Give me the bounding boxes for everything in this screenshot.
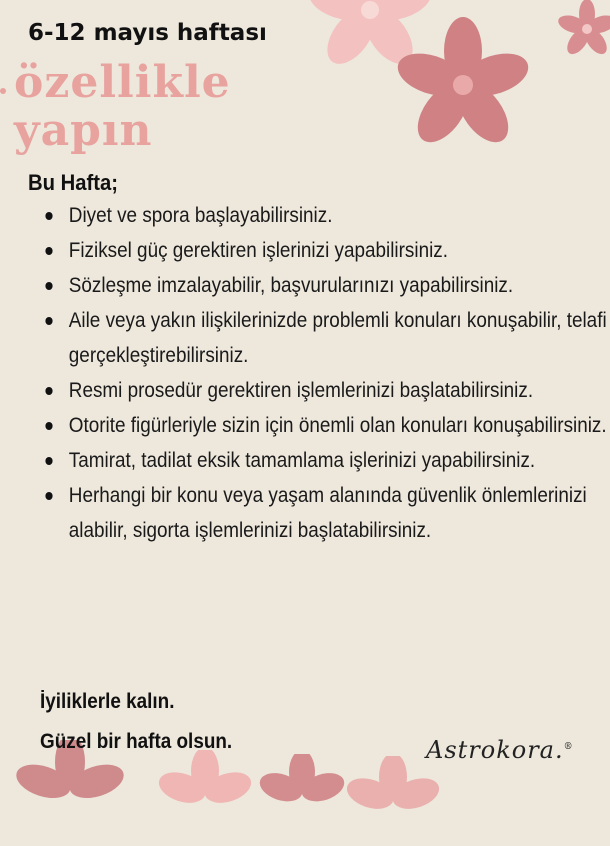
decorative-dot	[0, 88, 6, 94]
week-label: 6-12 mayıs haftası	[28, 20, 267, 46]
headline-line-2: yapın	[14, 105, 153, 156]
flower-decoration-top-right-small	[552, 0, 610, 64]
brand-signature	[426, 736, 574, 764]
flower-decoration-bottom-center	[150, 750, 260, 840]
flower-decoration-bottom-right	[338, 756, 448, 846]
section-heading: Bu Hafta;	[28, 170, 118, 195]
closing-line-1: İyiliklerle kalın.	[40, 690, 175, 713]
list-item: Herhangi bir konu veya yaşam alanında güvenlik önlemlerinizi alabilir, sigorta işlemlerinizi başlatabilirsiniz.	[40, 478, 610, 548]
list-item: Fiziksel güç gerektiren işlerinizi yapabilirsiniz.	[40, 233, 610, 268]
flower-decoration-top-right-large	[388, 10, 538, 160]
list-item: Tamirat, tadilat eksik tamamlama işlerinizi yapabilirsiniz.	[40, 443, 610, 478]
recommendation-list	[40, 198, 610, 548]
list-item: Diyet ve spora başlayabilirsiniz.	[40, 198, 610, 233]
headline-line-1: özellikle	[14, 57, 231, 108]
brand-signature-text: Astrokora.	[426, 736, 564, 764]
flower-decoration-bottom-left	[10, 740, 130, 840]
list-item: Resmi prosedür gerektiren işlemlerinizi başlatabilirsiniz.	[40, 373, 610, 408]
closing-line-2: Güzel bir hafta olsun.	[40, 730, 233, 753]
list-item: Aile veya yakın ilişkilerinizde problemli konuları konuşabilir, telafi gerçekleştirebilirsiniz.	[40, 303, 610, 373]
registered-mark: ®	[563, 742, 574, 752]
list-item: Sözleşme imzalayabilir, başvurularınızı yapabilirsiniz.	[40, 268, 610, 303]
list-item: Otorite figürleriyle sizin için önemli olan konuları konuşabilirsiniz.	[40, 408, 610, 443]
flower-decoration-bottom-mid	[252, 754, 352, 834]
